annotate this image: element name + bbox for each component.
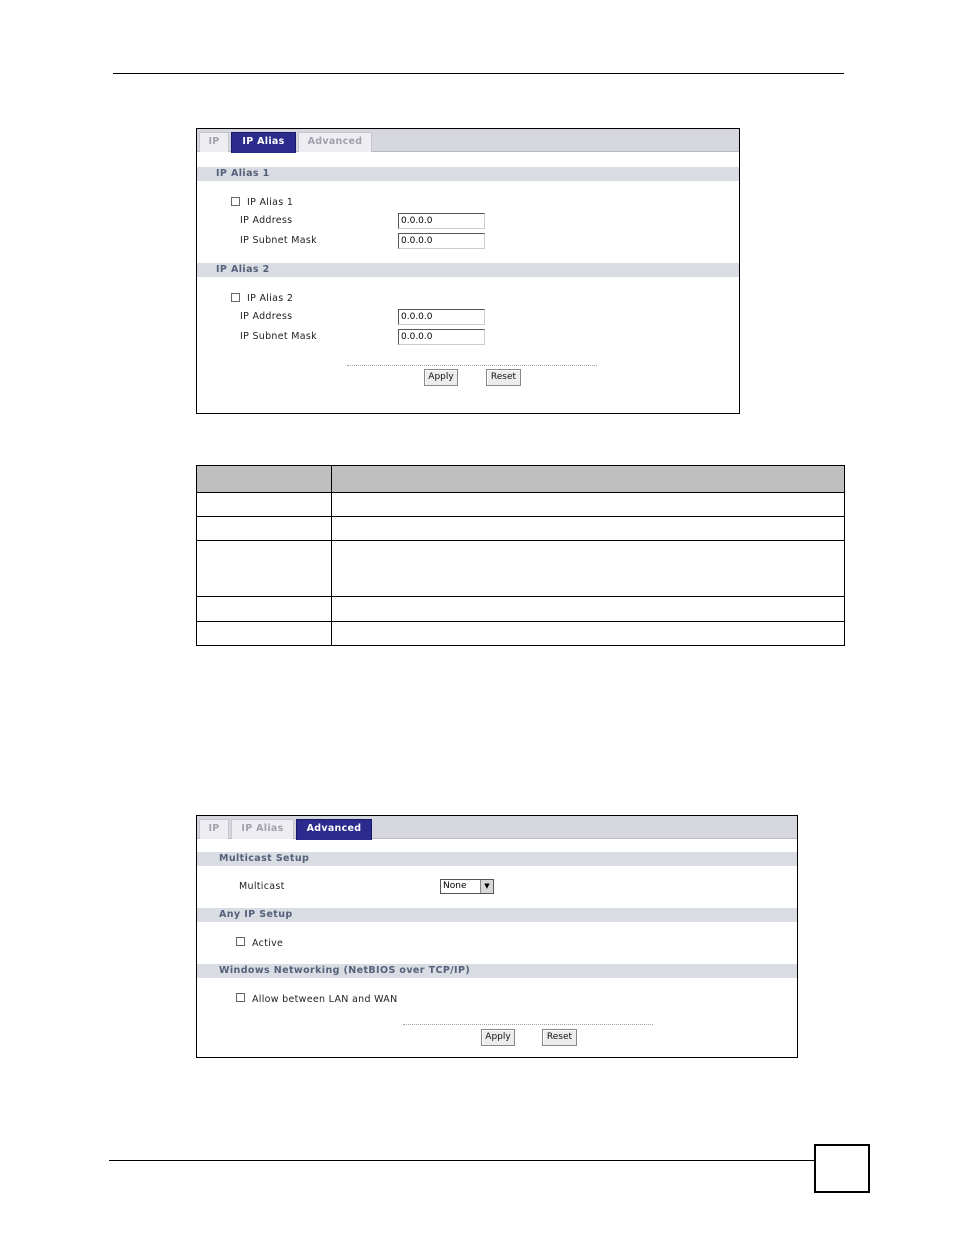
advanced-panel xyxy=(196,815,798,1058)
tab-ip-alias[interactable]: IP Alias xyxy=(231,819,294,839)
ip-alias-2-checkbox[interactable] xyxy=(231,293,240,302)
chevron-down-icon[interactable]: ▼ xyxy=(480,880,493,893)
ip-alias-1-ip-address-label: IP Address xyxy=(240,215,293,226)
footer-rule xyxy=(109,1160,814,1161)
table-row xyxy=(197,597,845,622)
section-ip-alias-2: IP Alias 2 xyxy=(197,263,739,277)
allow-lan-wan-label: Allow between LAN and WAN xyxy=(252,994,398,1005)
field-description-table xyxy=(196,465,845,646)
page-number-box xyxy=(814,1144,870,1193)
allow-lan-wan-checkbox[interactable] xyxy=(236,993,245,1002)
section-ip-alias-1: IP Alias 1 xyxy=(197,167,739,181)
multicast-label: Multicast xyxy=(239,881,285,892)
table-row xyxy=(197,517,845,541)
ip-alias-2-ip-address-input[interactable]: 0.0.0.0 xyxy=(398,309,485,325)
any-ip-active-checkbox[interactable] xyxy=(236,937,245,946)
tab-advanced[interactable]: Advanced xyxy=(296,819,372,840)
table-row xyxy=(197,541,845,597)
tab-bar xyxy=(197,816,797,839)
tab-bar xyxy=(197,129,739,152)
section-multicast-setup: Multicast Setup xyxy=(197,852,797,866)
apply-button[interactable]: Apply xyxy=(481,1029,515,1046)
table-header-row xyxy=(197,466,845,493)
tab-ip-alias[interactable]: IP Alias xyxy=(231,132,296,153)
ip-alias-2-subnet-mask-label: IP Subnet Mask xyxy=(240,331,317,342)
reset-button[interactable]: Reset xyxy=(486,369,521,386)
ip-alias-1-subnet-mask-input[interactable]: 0.0.0.0 xyxy=(398,233,485,249)
any-ip-active-label: Active xyxy=(252,938,284,949)
multicast-selected-value: None xyxy=(443,881,467,891)
button-divider xyxy=(403,1024,653,1025)
apply-button[interactable]: Apply xyxy=(424,369,458,386)
ip-alias-2-checkbox-label: IP Alias 2 xyxy=(247,293,294,304)
reset-button[interactable]: Reset xyxy=(542,1029,577,1046)
tab-ip[interactable]: IP xyxy=(199,132,229,152)
ip-alias-1-subnet-mask-label: IP Subnet Mask xyxy=(240,235,317,246)
table-row xyxy=(197,622,845,646)
ip-alias-1-checkbox-label: IP Alias 1 xyxy=(247,197,294,208)
ip-alias-2-subnet-mask-input[interactable]: 0.0.0.0 xyxy=(398,329,485,345)
button-divider xyxy=(347,365,597,366)
section-any-ip-setup: Any IP Setup xyxy=(197,908,797,922)
table-row xyxy=(197,493,845,517)
multicast-select[interactable] xyxy=(440,879,494,894)
tab-advanced[interactable]: Advanced xyxy=(298,132,372,152)
section-windows-networking: Windows Networking (NetBIOS over TCP/IP) xyxy=(197,964,797,978)
ip-alias-1-checkbox[interactable] xyxy=(231,197,240,206)
ip-alias-panel xyxy=(196,128,740,414)
ip-alias-1-ip-address-input[interactable]: 0.0.0.0 xyxy=(398,213,485,229)
header-rule xyxy=(113,73,844,74)
ip-alias-2-ip-address-label: IP Address xyxy=(240,311,293,322)
tab-ip[interactable]: IP xyxy=(199,819,229,839)
